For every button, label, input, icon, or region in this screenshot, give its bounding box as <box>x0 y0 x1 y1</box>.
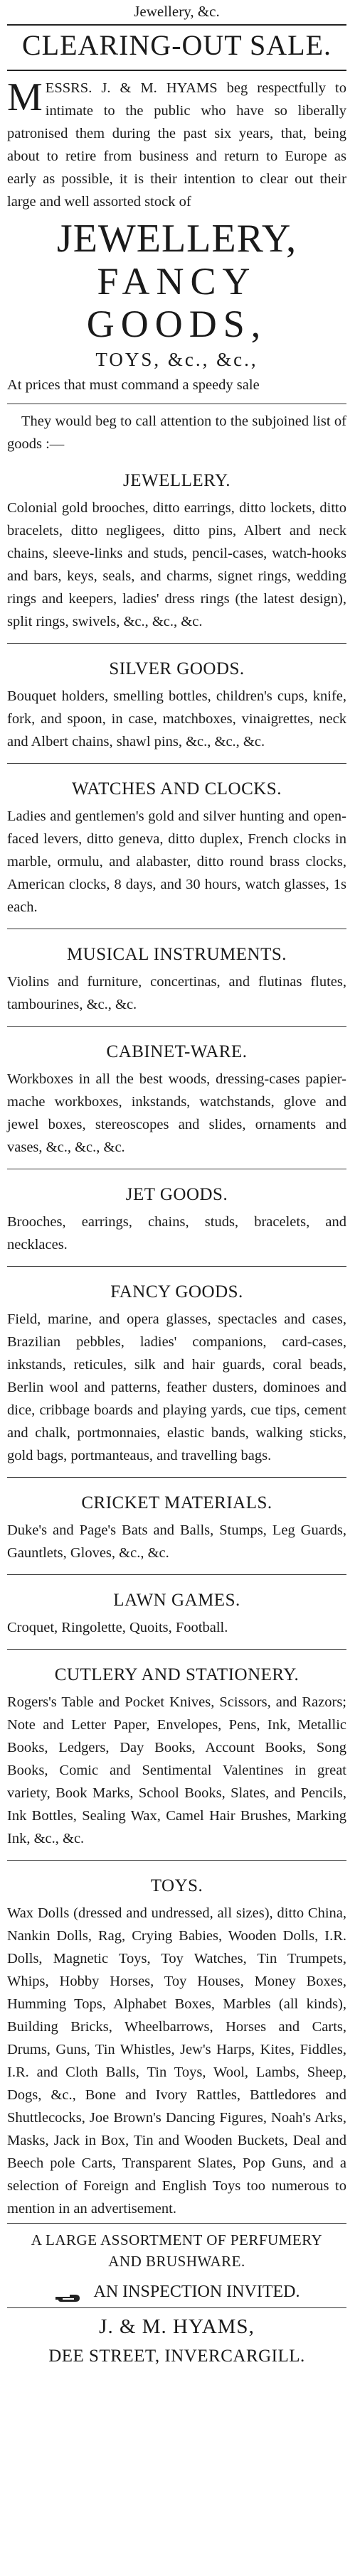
inspection-text: AN INSPECTION INVITED. <box>93 2283 300 2301</box>
section-divider <box>7 1026 346 1027</box>
section-divider <box>7 1266 346 1267</box>
display-fancy-goods: FANCY GOODS, <box>86 260 267 345</box>
section-heading: JET GOODS. <box>125 1185 228 1204</box>
section-body: Croquet, Ringolette, Quoits, Football. <box>7 1620 228 1635</box>
footer-rule <box>7 2223 346 2224</box>
ad-title: CLEARING-OUT SALE. <box>21 29 332 61</box>
display-toys: TOYS, &c., &c., <box>95 349 258 370</box>
section-body: Rogers's Table and Pocket Knives, Scissors, and Razors; Note and Letter Paper, Envelopes, Pens, Ink, Metallic Books, Ledgers, Day Books, Account Books, Song Books, Comic and Sentimental Valentines in great variety, Book Marks, School Books, Slates, and Pencils, Ink Bottles, Sealing Wax, Camel Hair Brushes, Marking Ink, &c., &c. <box>7 1694 346 1846</box>
section-divider <box>7 643 346 644</box>
intro-dropcap: M <box>7 75 43 119</box>
inspection-line <box>7 2278 346 2306</box>
prices-text: At prices that must command a speedy sale <box>7 377 260 393</box>
section-body: Brooches, earrings, chains, studs, bracelets, and necklaces. <box>7 1214 346 1252</box>
section-body: Violins and furniture, concertinas, and flutinas flutes, tambourines, &c., &c. <box>7 974 346 1012</box>
business-name: J. & M. HYAMS, <box>99 2315 255 2338</box>
section-divider <box>7 1477 346 1478</box>
assortment-line-2: AND BRUSHWARE. <box>108 2253 245 2270</box>
section-heading: CUTLERY AND STATIONERY. <box>54 1665 300 1684</box>
section-heading: CRICKET MATERIALS. <box>81 1493 272 1512</box>
section-body: Ladies and gentlemen's gold and silver hunting and open-faced levers, ditto geneva, ditto duplex, French clocks in marble, ormulu, and alabaster, ditto round brass clocks, American clocks, 8 days, and 30 hours, watch glasses, 1s each. <box>7 808 346 915</box>
section-body: Wax Dolls (dressed and undressed, all sizes), ditto China, Nankin Dolls, Rag, Crying Babies, Wooden Dolls, I.R. Dolls, Magnetic Toys, Toy Watches, Tin Trumpets, Whips, Hobby Horses, Toy Houses, Money Boxes, Humming Tops, Alphabet Boxes, Marbles (all kinds), Building Bricks, Wheelbarrows, Horses and Carts, Drums, Guns, Tin Whistles, Jew's Harps, Kites, Fiddles, I.R. and Cloth Balls, Tin Toys, Wool, Lambs, Sheep, Dogs, &c., Bone and Ivory Rattles, Battledores and Shuttlecocks, Joe Brown's Dancing Figures, Noah's Arks, Masks, Jack in Box, Tin and Wooden Buckets, Deal and Beech pole Carts, Transparent Slates, Pop Guns, and a selection of Foreign and English Toys too numerous to mention in an advertisement. <box>7 1905 346 2217</box>
sections-list <box>7 468 346 2220</box>
display-jewellery: JEWELLERY, <box>56 217 297 261</box>
name-rule <box>7 2307 346 2308</box>
section-heading: CABINET-WARE. <box>106 1042 248 1061</box>
section-body: Workboxes in all the best woods, dressing-cases papier-mache workboxes, inkstands, watchstands, glove and jewel boxes, stereoscopes and slides, ornaments and vases, &c., &c., &c. <box>7 1071 346 1155</box>
section-heading: FANCY GOODS. <box>110 1282 243 1301</box>
assortment-line-1: A LARGE ASSORTMENT OF PERFUMERY <box>31 2231 323 2248</box>
pointing-hand-icon <box>54 2286 83 2299</box>
intro-block <box>7 77 346 213</box>
section-divider <box>7 1860 346 1861</box>
section-divider <box>7 1649 346 1650</box>
section-heading: JEWELLERY. <box>122 471 231 490</box>
business-address: DEE STREET, INVERCARGILL. <box>48 2347 305 2366</box>
page-header: Jewellery, &c. <box>134 3 220 20</box>
section-divider <box>7 1574 346 1575</box>
section-body: Duke's and Page's Bats and Balls, Stumps, Leg Guards, Gauntlets, Gloves, &c., &c. <box>7 1522 346 1561</box>
section-divider <box>7 763 346 764</box>
title-rule <box>7 70 346 71</box>
intro-text: ESSRS. J. & M. HYAMS beg respectfully to intimate to the public who have so liberally patronised them during the past six years, that, being about to retire from business and return to Europe as early as possible, it is their intention to clear out their large and well assorted stock of <box>7 80 346 210</box>
section-heading: SILVER GOODS. <box>109 659 245 678</box>
section-heading: TOYS. <box>150 1876 203 1895</box>
attention-text: They would beg to call attention to the subjoined list of goods :— <box>7 413 346 452</box>
section-heading: WATCHES AND CLOCKS. <box>72 779 282 799</box>
section-heading: MUSICAL INSTRUMENTS. <box>66 945 287 964</box>
section-heading: LAWN GAMES. <box>113 1591 240 1610</box>
section-body: Bouquet holders, smelling bottles, children's cups, knife, fork, and spoon, in case, matchboxes, vinaigrettes, neck and Albert chains, shawl pins, &c., &c., &c. <box>7 688 346 749</box>
section-body: Colonial gold brooches, ditto earrings, ditto lockets, ditto bracelets, ditto negligees, ditto pins, Albert and neck chains, sleeve-links and studs, pencil-cases, watch-hooks and bars, keys, seals, and charms, signet rings, wedding rings and keepers, ladies' dress rings (the latest design), split rings, swivels, &c., &c., &c. <box>7 500 346 629</box>
section-body: Field, marine, and opera glasses, spectacles and cases, Brazilian pebbles, ladies' companions, card-cases, inkstands, reticules, silk and hair guards, coral beads, Berlin wool and patterns, feather dusters, dominoes and dice, cribbage boards and playing yards, cue tips, cement and chalk, portmonnaies, elastic bands, walking sticks, gold bags, portmanteaus, and travelling bags. <box>7 1311 346 1463</box>
